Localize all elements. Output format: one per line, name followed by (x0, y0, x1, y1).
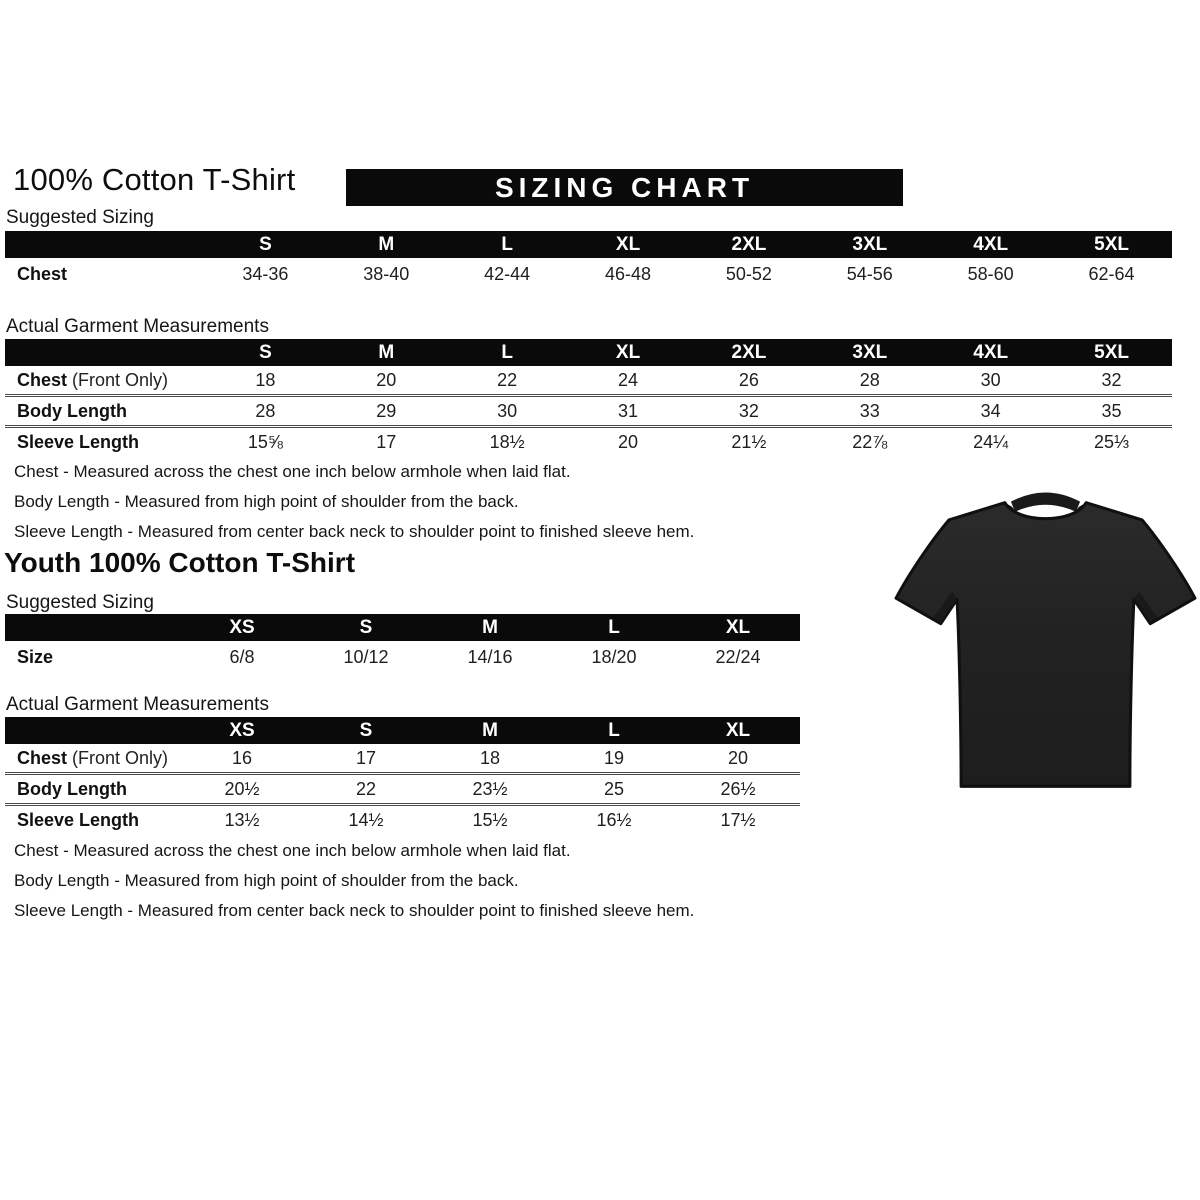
size-column-header: 2XL (689, 339, 810, 366)
measurement-value: 25 (552, 774, 676, 805)
measurement-value: 23½ (428, 774, 552, 805)
measurement-value: 54-56 (846, 264, 893, 284)
size-column-header: XL (676, 614, 800, 641)
adult-measurement-notes (14, 461, 804, 551)
youth-measurement-notes (14, 840, 804, 930)
size-column-header: XS (180, 717, 304, 744)
measurement-value: 22 (304, 774, 428, 805)
t-shirt-photo (893, 477, 1198, 813)
measurement-value: 20 (568, 427, 689, 457)
size-column-header: L (552, 614, 676, 641)
size-column-header: S (205, 231, 326, 258)
measurement-value: 15⅝ (205, 427, 326, 457)
measurement-value: 17 (326, 427, 447, 457)
measurement-value: 13½ (180, 805, 304, 835)
measurement-value: 34-36 (242, 264, 289, 284)
table-row (5, 366, 1172, 396)
table-row (5, 805, 800, 835)
header-corner-cell (5, 231, 205, 258)
measurement-value: 31 (568, 396, 689, 427)
row-label: Chest (17, 264, 68, 284)
measurement-value: 20 (727, 747, 749, 768)
size-column-header: M (428, 717, 552, 744)
header-corner-cell (5, 339, 205, 366)
measurement-value: 29 (326, 396, 447, 427)
measurement-value: 20½ (180, 774, 304, 805)
measurement-value: 24¼ (930, 427, 1051, 457)
size-column-header: 5XL (1051, 231, 1172, 258)
measurement-value: 17 (355, 747, 377, 768)
measurement-value: 30 (980, 369, 1001, 390)
table-row (5, 396, 1172, 427)
size-column-header: 3XL (809, 339, 930, 366)
measurement-value: 10/12 (343, 647, 389, 667)
measurement-value: 26½ (676, 774, 800, 805)
size-column-header: 5XL (1051, 339, 1172, 366)
sizing-chart-banner-label: SIZING CHART (494, 171, 755, 203)
table-row (5, 258, 1172, 291)
header-corner-cell (5, 614, 180, 641)
measurement-value: 32 (689, 396, 810, 427)
measurement-value: 15½ (428, 805, 552, 835)
measurement-value: 20 (376, 369, 397, 390)
row-label: Sleeve Length (5, 427, 205, 457)
row-label: Body Length (5, 396, 205, 427)
size-column-header: M (428, 614, 552, 641)
adult-suggested-sizing-table (5, 231, 1172, 291)
adult-suggested-sizing-label: Suggested Sizing (6, 207, 154, 228)
measurement-value: 38-40 (363, 264, 410, 284)
size-column-header: 4XL (930, 339, 1051, 366)
size-column-header: L (552, 717, 676, 744)
note-body-length: Body Length - Measured from high point of shoulder from the back. (14, 871, 519, 890)
youth-suggested-sizing-label: Suggested Sizing (6, 592, 154, 613)
measurement-value: 58-60 (967, 264, 1014, 284)
note-body-length: Body Length - Measured from high point of shoulder from the back. (14, 492, 519, 511)
measurement-value: 21½ (689, 427, 810, 457)
size-column-header: 4XL (930, 231, 1051, 258)
measurement-value: 22⅞ (809, 427, 930, 457)
adult-actual-measurements-label: Actual Garment Measurements (6, 316, 269, 337)
size-column-header: S (304, 717, 428, 744)
measurement-value: 32 (1101, 369, 1122, 390)
table-row (5, 427, 1172, 457)
sizing-chart-banner (346, 169, 903, 206)
measurement-value: 42-44 (484, 264, 531, 284)
size-column-header: L (447, 339, 568, 366)
size-column-header: 2XL (689, 231, 810, 258)
size-column-header: M (326, 231, 447, 258)
measurement-value: 18/20 (591, 647, 637, 667)
measurement-value: 19 (603, 747, 625, 768)
size-column-header: 3XL (809, 231, 930, 258)
measurement-value: 35 (1051, 396, 1172, 427)
measurement-value: 17½ (676, 805, 800, 835)
header-corner-cell (5, 717, 180, 744)
measurement-value: 18 (479, 747, 501, 768)
measurement-value: 25⅓ (1051, 427, 1172, 457)
size-column-header: XS (180, 614, 304, 641)
note-sleeve-length: Sleeve Length - Measured from center back neck to shoulder point to finished sleeve hem. (14, 522, 695, 541)
measurement-value: 30 (447, 396, 568, 427)
measurement-value: 22/24 (715, 647, 761, 667)
youth-suggested-sizing-table (5, 614, 800, 674)
size-column-header: M (326, 339, 447, 366)
measurement-value: 18 (255, 369, 276, 390)
youth-page-title: Youth 100% Cotton T-Shirt (4, 547, 356, 578)
measurement-value: 14½ (304, 805, 428, 835)
note-sleeve-length: Sleeve Length - Measured from center back neck to shoulder point to finished sleeve hem. (14, 901, 695, 920)
measurement-value: 50-52 (725, 264, 772, 284)
size-column-header: XL (568, 339, 689, 366)
youth-actual-measurements-table (5, 717, 800, 834)
size-column-header: XL (568, 231, 689, 258)
measurement-value: 46-48 (605, 264, 652, 284)
row-label: Chest (Front Only) (17, 747, 169, 768)
row-label: Body Length (5, 774, 180, 805)
size-column-header: S (304, 614, 428, 641)
measurement-value: 16 (231, 747, 253, 768)
measurement-value: 26 (738, 369, 759, 390)
size-column-header: XL (676, 717, 800, 744)
measurement-value: 33 (809, 396, 930, 427)
row-label: Size (17, 647, 54, 667)
size-column-header: S (205, 339, 326, 366)
note-chest: Chest - Measured across the chest one inch below armhole when laid flat. (14, 462, 571, 481)
note-chest: Chest - Measured across the chest one inch below armhole when laid flat. (14, 841, 571, 860)
measurement-value: 34 (930, 396, 1051, 427)
measurement-value: 28 (205, 396, 326, 427)
measurement-value: 14/16 (467, 647, 513, 667)
measurement-value: 18½ (447, 427, 568, 457)
measurement-value: 6/8 (229, 647, 255, 667)
measurement-value: 24 (618, 369, 639, 390)
row-label: Sleeve Length (5, 805, 180, 835)
adult-actual-measurements-table (5, 339, 1172, 456)
t-shirt-graphic (893, 477, 1198, 813)
measurement-value: 22 (497, 369, 518, 390)
table-row (5, 744, 800, 774)
size-column-header: L (447, 231, 568, 258)
measurement-value: 62-64 (1088, 264, 1135, 284)
page-title: 100% Cotton T-Shirt (13, 162, 296, 197)
measurement-value: 28 (859, 369, 880, 390)
table-row (5, 641, 800, 674)
row-label: Chest (Front Only) (17, 369, 169, 390)
youth-actual-measurements-label: Actual Garment Measurements (6, 694, 269, 715)
measurement-value: 16½ (552, 805, 676, 835)
table-row (5, 774, 800, 805)
